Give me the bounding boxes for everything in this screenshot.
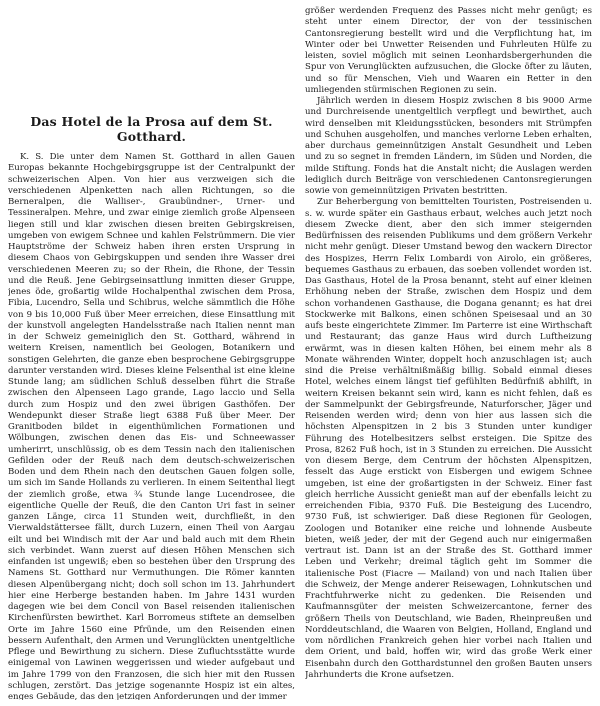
article-paragraph: K. S. Die unter dem Namen St. Gotthard in allen Gauen Europas bekannte Hochgebirgsgruppe ist der Centralpunkt der schweizerischen Alpen. Von hier aus verzweigen sich die verschiedenen Alpenketten nach allen Richtungen, so die Berneralpen, die Walliser-, Graubündner-, Urner- und Tessineralpen. Mehre, und zwar einige ziemlich große Alpenseen liegen still und klar zwischen diesen breiten Gebirgskreisen, umgeben von ewigem Schnee und kahlen Felstrümmern. Die vier Hauptströme der Schweiz haben ihren ersten Ursprung in diesem Chaos von Gebirgskuppen und senden ihre Wasser drei verschiedenen Meeren zu; so der Rhein, die Rhone, der Tessin und die Reuß. Jene Gebirgseinsattlung inmitten dieser Gruppe, jenes öde, großartig wilde Hochalpenthal zwischen dem Prosa, Fibia, Lucendro, Sella und Schibrus, welche sämmtlich die Höhe von 9 bis 10,000 Fuß über Meer erreichen, diese Einsattlung mit der kunstvoll angelegten Handelsstraße nach Italien nennt man in der Schweiz gemeiniglich den St. Gotthard, während in weitern Kreisen, namentlich bei Geologen, Botanikern und sonstigen Gelehrten, die ganze eben besprochene Gebirgsgruppe darunter verstanden wird. Dieses kleine Felsenthal ist eine kleine Stunde lang; am südlichen Schluß desselben führt die Straße zwischen den Alpenseen Lago grande, Lago laccio und Sella durch zum Hospiz und den zwei übrigen Gasthöfen. Der Wendepunkt dieser Straße liegt 6388 Fuß über Meer. Der Granitboden bildet in eigenthümlichen Formationen und Wölbungen, zwischen denen das Eis- und Schneewasser umherirrt, unschlüssig, ob es dem Tessin nach den italienischen Gefilden oder der Reuß nach dem deutsch-schweizerischen Boden und dem Rhein nach den deutschen Gauen folgen solle, um sich im Sande Hollands zu verlieren. In einem Seitenthal liegt der ziemlich große, etwa ¾ Stunde lange Lucendrosee, die eigentliche Quelle der Reuß, die den Canton Uri fast in seiner ganzen Länge, circa 11 Stunden weit, durchfließt, in den Vierwaldstättersee fällt, durch Luzern, einen Theil von Aargau eilt und bei Windisch mit der Aar und bald auch mit dem Rhein sich verbindet. Wann zuerst auf diesen Höhen Menschen sich einfanden ist ungewiß; eben so bestehen über den Ursprung des Namens St. Gotthard nur Vermuthungen. Die Römer kannten diesen Alpenübergang nicht; doch soll schon im 13. Jahrhundert hier eine Herberge bestanden haben. Im Jahre 1431 wurden dagegen wie bei dem Concil von Basel reisenden italienischen Kirchenfürsten bewirthet. Karl Borromeus stiftete an demselben Orte im Jahre 1560 eine Pfründe, um den Reisenden einen bessern Aufenthalt, den Armen und Verunglückten unentgeltliche Pflege und Bewirthung zu sichern. Diese Zufluchtsstätte wurde einigemal von Lawinen weggerissen und wieder aufgebaut und im Jahre 1799 von den Franzosen, die sich hier mit den Russen schlugen, zerstört. Das jetzige sogenannte Hospiz ist ein altes, enges Gebäude, das den jetzigen Anforderungen und der immer [8,152,295,700]
article-paragraph: Zur Beherbergung von bemittelten Touristen, Postreisenden u. s. w. wurde später ein Gasthaus erbaut, welches auch jetzt noch diesem Zwecke dient, aber den sich immer steigernden Bedürfnissen des reisenden Publikums und dem größern Verkehr nicht mehr genügt. Dieser Umstand bewog den wackern Director des Hospizes, Herrn Felix Lombardi von Airolo, ein größeres, bequemes Gasthaus zu erbauen, das soeben vollendet worden ist. Das Gasthaus, Hotel de la Prosa benannt, steht auf einer kleinen Erhöhung neben der Straße, zwischen dem Hospiz und dem schon vorhandenen Gasthause, die Dogana genannt; es hat drei Stockwerke mit Balkons, einen schönen Speisesaal und an 30 aufs beste eingerichtete Zimmer. Im Parterre ist eine Wirthschaft und Restaurant; das ganze Haus wird durch Luftheizung erwärmt, was in diesen kalten Höhen, bei einem mehr als 8 Monate währenden Winter, doppelt hoch anzuschlagen ist; auch sind die Preise verhältnißmäßig billig. Sobald einmal dieses Hotel, welches einem längst tief gefühlten Bedürfniß abhilft, in weitern Kreisen bekannt sein wird, kann es nicht fehlen, daß es der Sammelpunkt der Gebirgsfreunde, Naturforscher, Jäger und Reisenden werden wird; denn von hier aus lassen sich die höchsten Alpenspitzen in 2 bis 3 Stunden unter kundiger Führung des Hotelbesitzers selbst ersteigen. Die Spitze des Prosa, 8262 Fuß hoch, ist in 3 Stunden zu erreichen. Die Aussicht von diesem Berge, dem Centrum der höchsten Alpenspitzen, fesselt das Auge erstickt von Eisbergen und ewigem Schnee umgeben, ist eine der großartigsten in der Schweiz. Einer fast gleich herrliche Aussicht genießt man auf der ebenfalls leicht zu erreichenden Fibia, 9370 Fuß. Die Besteigung des Lucendro, 9730 Fuß, ist schwieriger. Daß diese Regionen für Geologen, Zoologen und Botaniker eine reiche und lohnende Ausbeute bieten, weiß jeder, der mit der Gegend auch nur einigermaßen vertraut ist. Dann ist an der Straße des St. Gotthard immer Leben und Verkehr; dreimal täglich geht im Sommer die italienische Post (Fiacre — Mailand) von und nach Italien über die Schweiz, der Menge anderer Reisewagen, Lohnkutschen und Frachtfuhrwerke nicht zu gedenken. Die Reisenden und Kaufmannsgüter der meisten Schweizercantone, ferner des größern Theils von Deutschland, wie Baden, Rheinpreußen und Norddeutschland, die Waaren von Belgien, Holland, England und vom nördlichen Frankreich gehen hier vorbei nach Italien und dem Orient, und bald, hoffen wir, wird das große Werk einer Eisenbahn durch den Gotthardstunnel den großen Bauten unsers Jahrhunderts die Krone aufsetzen. [305,197,592,680]
article-title: Das Hotel de la Prosa auf dem St. Gotthard. [30,114,273,144]
newspaper-page [8,6,592,700]
left-column [8,6,295,700]
article-paragraph: größer werdenden Frequenz des Passes nicht mehr genügt; es steht unter einem Director, der von der tessinischen Cantonsregierung bestellt wird und die Verpflichtung hat, im Winter oder bei Unwetter Reisenden und Fuhrleuten Hülfe zu leisten, soviel möglich mit seinen Leonhardsbergerhunden die Spur von Verunglückten aufzusuchen, die Glocke öfter zu läuten, und so für Menschen, Vieh und Waaren ein Retter in den umliegenden stürmischen Regionen zu sein. [305,6,592,95]
article-paragraph: Jährlich werden in diesem Hospiz zwischen 8 bis 9000 Arme und Durchreisende unentgeltlich verpflegt und bewirthet, auch wird denselben mit Kleidungsstücken, besonders mit Strümpfen und Schuhen ausgeholfen, und manches verlorne Leben erhalten, aber durchaus gemeinnützigen Anstalt Gesundheit und Leben und zu so segnet in fremden Ländern, im Süden und Norden, die milde Stiftung. Fonds hat die Anstalt nicht; die Auslagen werden lediglich durch Beiträge von verschiedenen Cantonsregierungen sowie von gemeinnützigen Privaten bestritten. [305,96,592,196]
right-column [305,6,592,700]
